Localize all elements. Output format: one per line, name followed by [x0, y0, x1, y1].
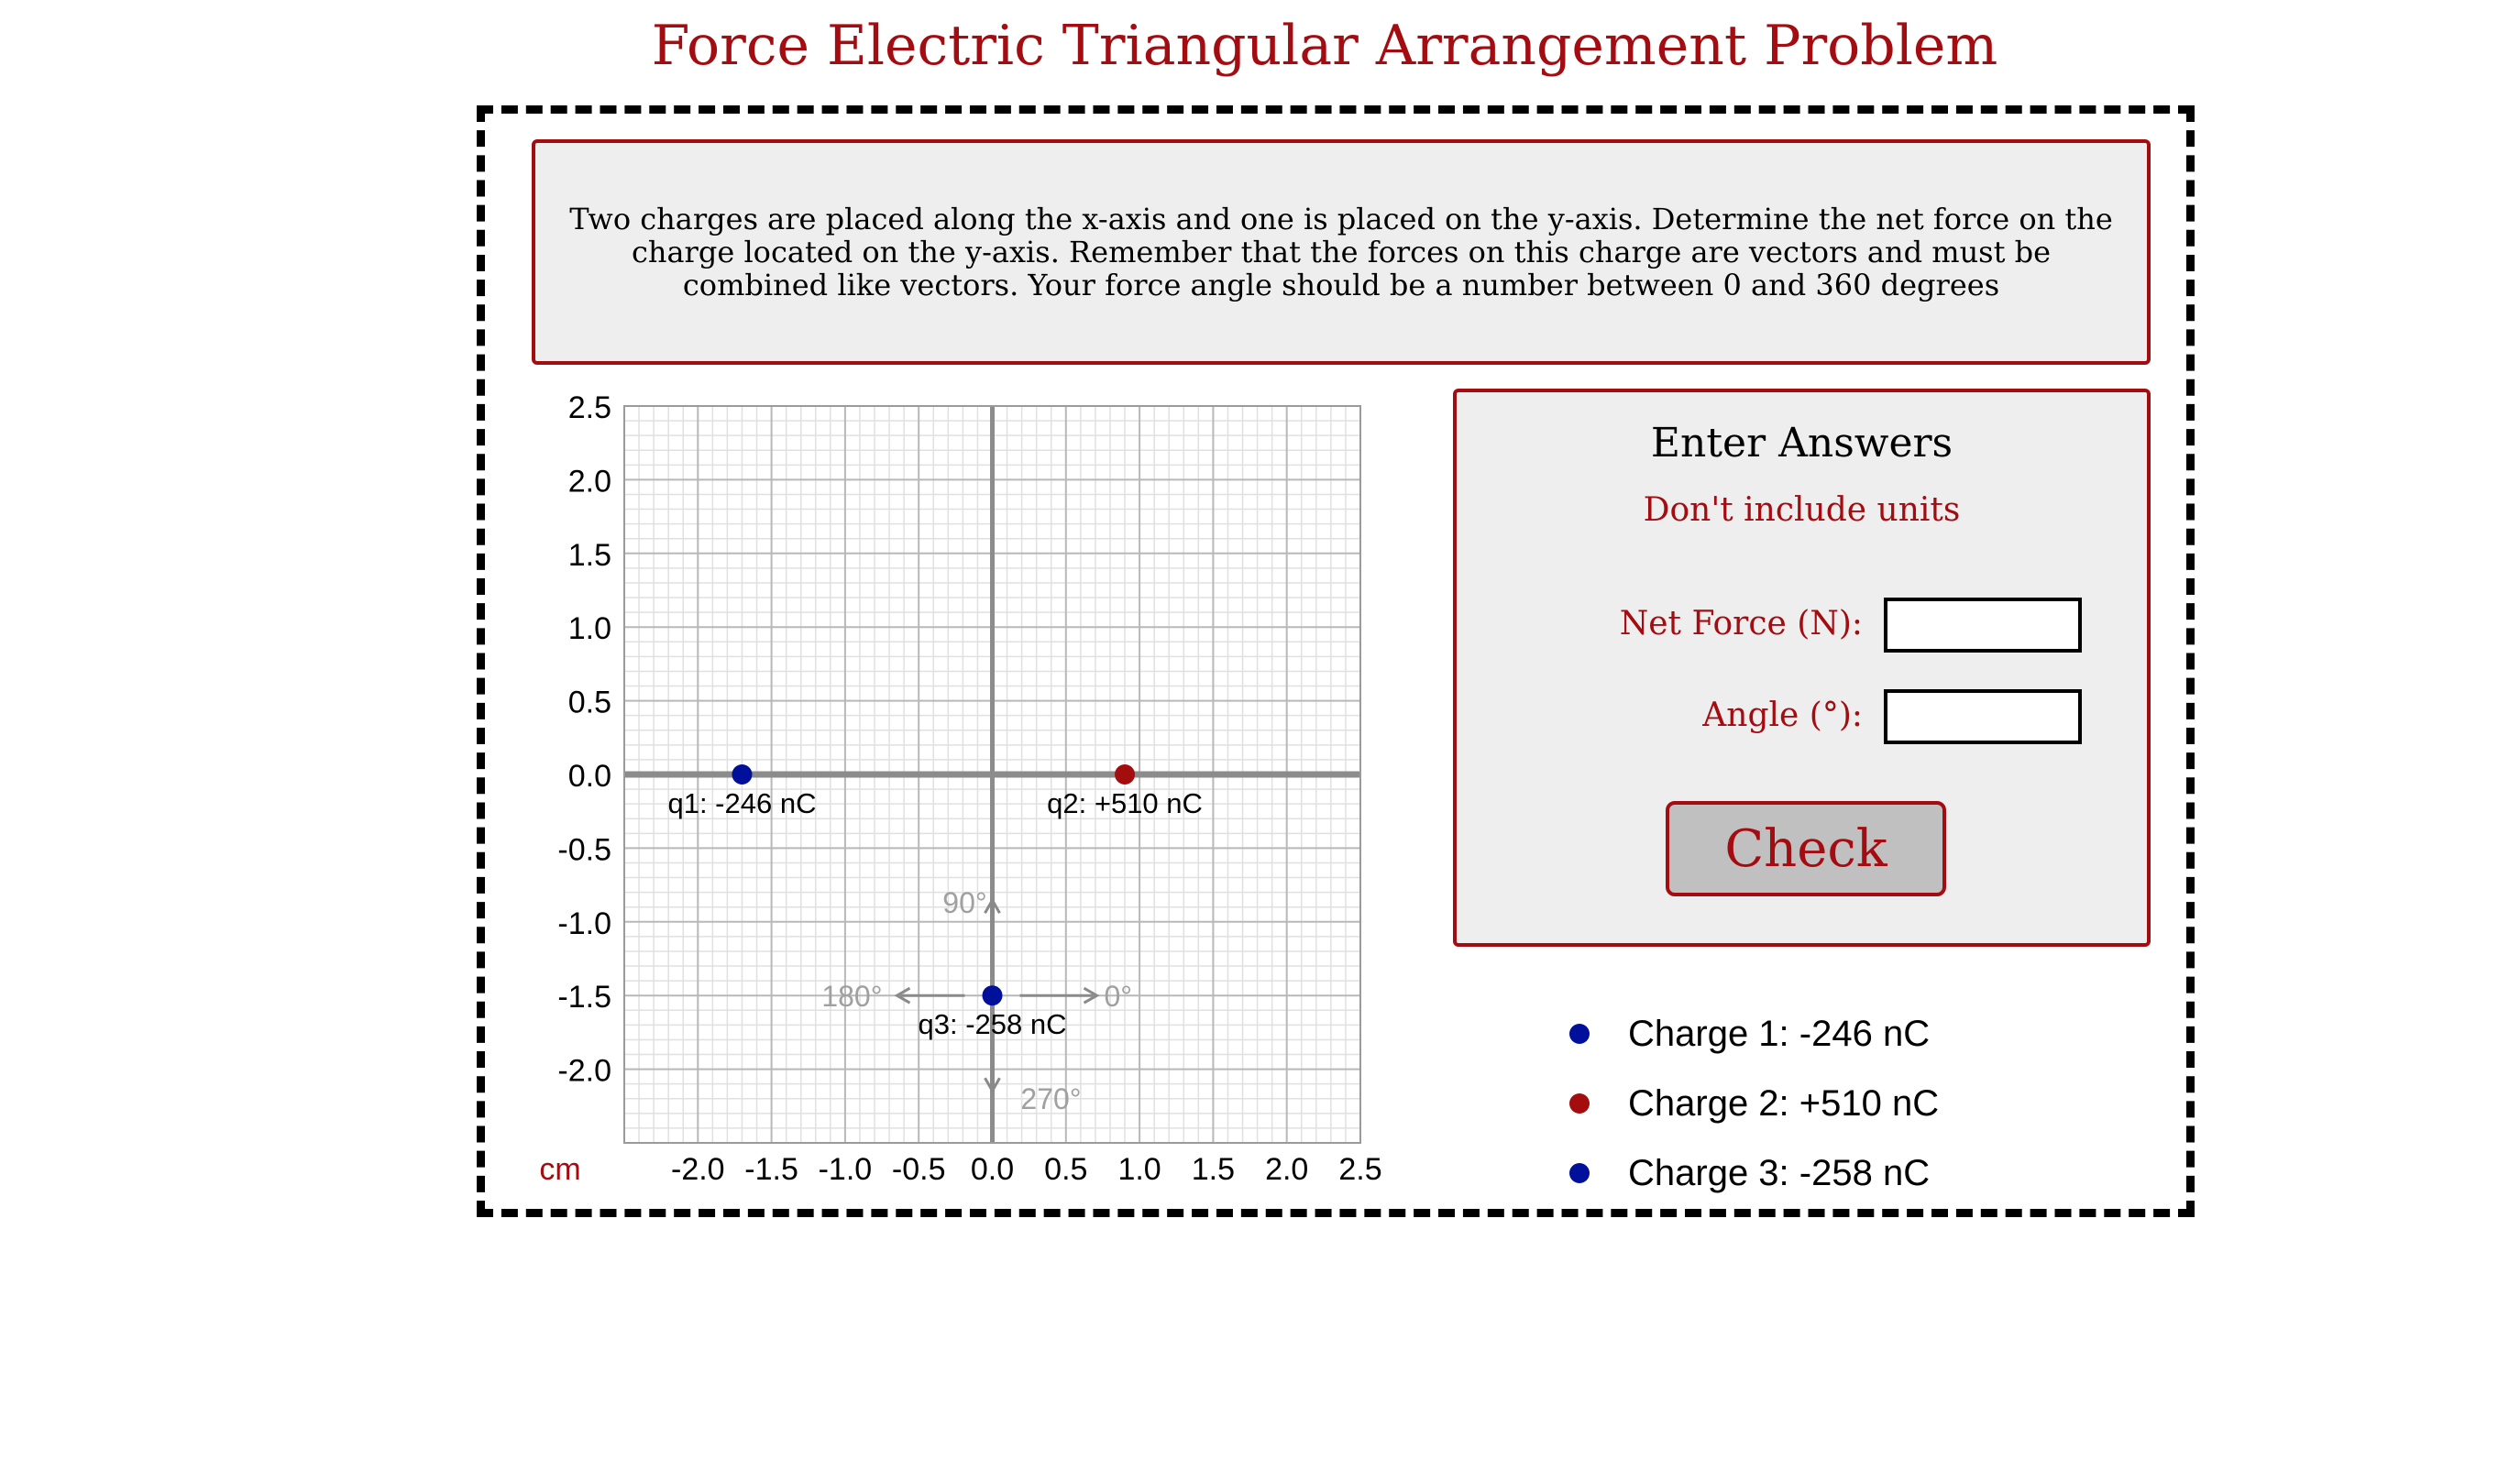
charge-legend [1569, 999, 2119, 1208]
legend-item-charge-1 [1569, 999, 2119, 1069]
problem-statement: Two charges are placed along the x-axis and one is placed on the y-axis. Determine the net force on the charge located on the y-axis. Remember that the forces on this charge are vectors and must be combined like vectors. Your force angle should be a number between 0 and 360 degrees [569, 202, 2113, 302]
direction-label-270: 270° [1020, 1082, 1082, 1116]
x-tick-label: 0.5 [1044, 1152, 1088, 1187]
legend-label: Charge 2: +510 nC [1628, 1082, 1940, 1124]
legend-item-charge-3 [1569, 1138, 2119, 1208]
charge-3-dot-icon [1569, 1163, 1590, 1183]
direction-label-0: 0° [1104, 980, 1133, 1014]
charge-1-point [732, 764, 752, 785]
x-tick-label: -1.0 [818, 1152, 873, 1187]
charge-1-label: q1: -246 nC [667, 787, 817, 819]
legend-item-charge-2 [1569, 1069, 2119, 1138]
charge-1-dot-icon [1569, 1024, 1590, 1044]
y-tick-label: 2.0 [567, 464, 611, 499]
net-force-input[interactable] [1884, 598, 2082, 653]
charge-2-point [1115, 764, 1135, 785]
x-tick-label: 2.0 [1265, 1152, 1309, 1187]
y-tick-label: 1.5 [567, 537, 611, 573]
x-tick-label: -1.5 [744, 1152, 798, 1187]
direction-label-90: 90° [942, 886, 987, 920]
legend-label: Charge 1: -246 nC [1628, 1013, 1931, 1054]
legend-label: Charge 3: -258 nC [1628, 1152, 1931, 1193]
y-tick-label: 0.5 [567, 685, 611, 720]
y-tick-label: -1.0 [557, 906, 611, 941]
x-tick-label: 2.5 [1338, 1152, 1382, 1187]
y-tick-label: 2.5 [567, 390, 611, 425]
page-title: Force Electric Triangular Arrangement Problem [651, 14, 1998, 78]
x-tick-label: -0.5 [891, 1152, 946, 1187]
x-tick-label: 1.5 [1191, 1152, 1236, 1187]
answer-panel-title: Enter Answers [1650, 420, 1953, 467]
y-tick-label: 1.0 [567, 611, 611, 647]
net-force-label: Net Force (N): [1619, 605, 1863, 642]
y-tick-label: -1.5 [557, 980, 611, 1015]
charge-3-point [983, 985, 1003, 1005]
y-tick-label: -2.0 [557, 1053, 611, 1089]
x-tick-label: 0.0 [970, 1152, 1015, 1187]
charge-3-label: q3: -258 nC [918, 1008, 1067, 1041]
x-tick-label: -2.0 [671, 1152, 725, 1187]
direction-label-180: 180° [821, 980, 883, 1014]
angle-label: Angle (°): [1702, 697, 1863, 734]
y-tick-label: -0.5 [557, 832, 611, 868]
x-tick-label: 1.0 [1117, 1152, 1161, 1187]
angle-input[interactable] [1884, 689, 2082, 744]
no-units-note: Don't include units [1643, 491, 1961, 529]
y-tick-label: 0.0 [567, 759, 611, 794]
axis-unit-label: cm [539, 1152, 581, 1187]
charge-2-dot-icon [1569, 1093, 1590, 1114]
check-button[interactable]: Check [1666, 801, 1946, 896]
answer-panel [1453, 389, 2151, 947]
charge-2-label: q2: +510 nC [1047, 787, 1203, 819]
